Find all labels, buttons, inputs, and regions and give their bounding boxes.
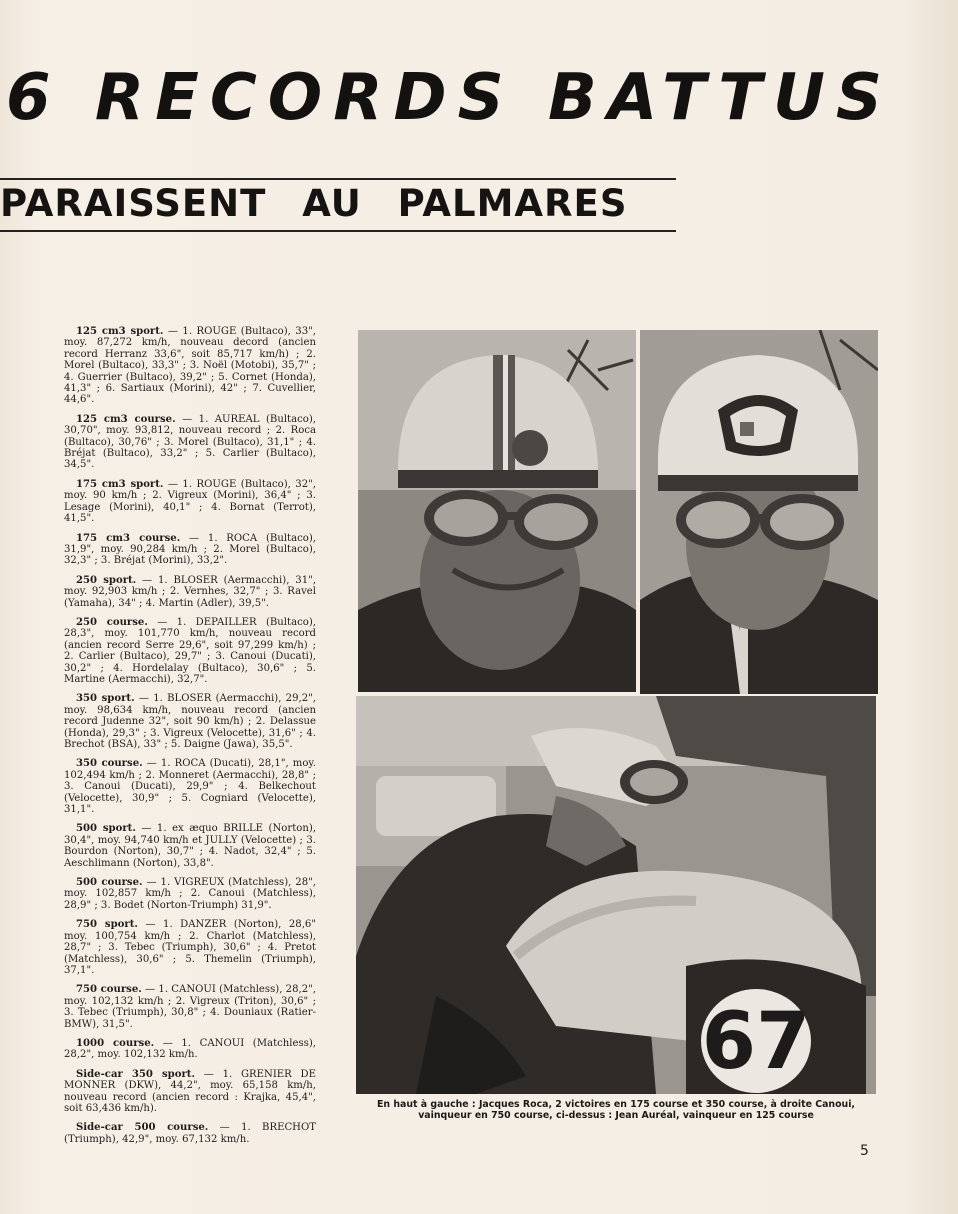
photo-bottom — [356, 696, 876, 1094]
result-class: Side-car 350 sport. — [76, 1068, 195, 1080]
result-text: — 1. DEPAILLER (Bultaco), 28,3", moy. 101,770 km/h, nouveau record (ancien record Serre 29,6", soit 97,299 km/h) ; 2. Carlier (Bultaco), 29,7" ; 3. Canoui (Ducati), 30,2" ; 4. Hordelalay (Bultaco), 30,6" ; 5. Martine (Aermacchi), 32,7". — [64, 616, 316, 685]
result-text: — 1. VIGREUX (Matchless), 28", moy. 102,857 km/h ; 2. Canoui (Matchless), 28,9" ; 3. Bodet (Norton-Triumph) 31,9". — [64, 877, 317, 911]
result-text: — 1. BRECHOT (Triumph), 42,9", moy. 67,132 km/h. — [64, 1122, 316, 1145]
result-class: 125 cm3 sport. — [76, 326, 164, 337]
result-entry — [64, 1122, 316, 1145]
result-text: — 1. CANOUI (Matchless), 28,2", moy. 102,132 km/h ; 2. Vigreux (Triton), 30,6" ; 3. Tebec (Triumph), 30,8" ; 4. Douniaux (Ratier-BMW), 31,5". — [64, 984, 316, 1030]
result-text: — 1. ROUGE (Bultaco), 32", moy. 90 km/h ; 2. Vigreux (Morini), 36,4" ; 3. Lesage (Morini), 40,1" ; 4. Bornat (Terrot), 41,5". — [64, 478, 316, 525]
result-text: — 1. ROCA (Ducati), 28,1", moy. 102,494 km/h ; 2. Monneret (Aermacchi), 28,8" ; 3. Canoui (Ducati), 29,9" ; 4. Belkechout (Velocette), 30,9" ; 5. Cogniard (Velocette), 31,1". — [64, 758, 316, 816]
result-entry — [64, 877, 316, 911]
result-class: Side-car 500 course. — [76, 1122, 209, 1134]
result-entry — [64, 984, 316, 1030]
result-text: — 1. DANZER (Norton), 28,6" moy. 100,754 km/h ; 2. Charlot (Matchless), 28,7" ; 3. Tebec (Triumph), 30,6" ; 4. Pretot (Matchless), 30,6" ; 5. Themelin (Triumph), 37,1". — [64, 919, 316, 976]
result-text: — 1. CANOUI (Matchless), 28,2", moy. 102,132 km/h. — [64, 1037, 316, 1061]
results-column — [64, 326, 316, 1153]
headline: 6 RECORDS BATTUS — [6, 61, 893, 135]
result-entry — [64, 919, 316, 976]
result-entry — [64, 533, 316, 567]
result-class: 750 course. — [76, 984, 142, 996]
photo-top-right — [640, 330, 878, 694]
result-class: 350 course. — [76, 758, 143, 770]
result-entry — [64, 414, 316, 471]
result-entry — [64, 1069, 316, 1115]
result-text: — 1. AUREAL (Bultaco), 30,70", moy. 93,812, nouveau record ; 2. Roca (Bultaco), 30,76" ; 3. Morel (Bultaco), 31,1" ; 4. Bréjat (Bultaco), 33,2" ; 5. Carlier (Bultaco), 34,5". — [64, 413, 316, 471]
result-entry — [64, 693, 316, 750]
rule-bottom — [0, 230, 676, 232]
result-class: 1000 course. — [76, 1037, 155, 1049]
result-text: — 1. GRENIER DE MONNER (DKW), 44,2", moy. 65,158 km/h, nouveau record (ancien record : Krajka, 45,4", soit 63,436 km/h). — [64, 1068, 316, 1114]
result-entry — [64, 326, 316, 406]
result-class: 125 cm3 course. — [76, 413, 176, 425]
result-class: 175 cm3 course. — [76, 532, 181, 544]
page-number: 5 — [860, 1143, 869, 1159]
result-entry — [64, 617, 316, 685]
result-text: — 1. BLOSER (Aermacchi), 31", moy. 92,903 km/h ; 2. Vernhes, 32,7" ; 3. Ravel (Yamaha), 34" ; 4. Martin (Adler), 39,5". — [64, 574, 316, 609]
result-class: 250 course. — [76, 616, 148, 628]
result-class: 500 sport. — [76, 823, 136, 835]
result-entry — [64, 575, 316, 609]
result-entry — [64, 1038, 316, 1061]
subhead: PARAISSENT AU PALMARES — [0, 182, 628, 225]
result-text: — 1. ROCA (Bultaco), 31,9", moy. 90,284 km/h ; 2. Morel (Bultaco), 32,3" ; 3. Bréjat (Morini), 33,2". — [64, 532, 317, 567]
result-class: 500 course. — [76, 877, 143, 889]
result-class: 750 sport. — [76, 919, 138, 931]
race-number: 67 — [701, 997, 811, 1087]
result-class: 250 sport. — [76, 574, 137, 586]
result-entry — [64, 758, 316, 815]
photo-caption: En haut à gauche : Jacques Roca, 2 victoires en 175 course et 350 course, à droite Canoui, vainqueur en 750 course, ci-dessus : Jean Auréal, vainqueur en 125 course — [377, 1099, 855, 1121]
photo-top-left — [358, 330, 636, 692]
result-entry — [64, 479, 316, 525]
result-class: 350 sport. — [76, 693, 135, 705]
result-class: 175 cm3 sport. — [76, 478, 164, 490]
rule-top — [0, 178, 676, 180]
result-entry — [64, 823, 316, 869]
result-text: — 1. BLOSER (Aermacchi), 29,2", moy. 98,634 km/h, nouveau record (ancien record Judenne 32", soit 90 km/h) ; 2. Delassue (Honda), 29,3" ; 3. Vigreux (Velocette), 31,6" ; 4. Brechot (BSA), 33" ; 5. Daigne (Jawa), 35,5". — [64, 693, 316, 750]
result-text: — 1. ROUGE (Bultaco), 33", moy. 87,272 km/h, nouveau decord (ancien record Herranz 33,6", soit 85,717 km/h) ; 2. Morel (Bultaco), 33,3" ; 3. Noël (Motobi), 35,7" ; 4. Guerrier (Bultaco), 39,2" ; 5. Cornet (Honda), 41,3" ; 6. Sartiaux (Morini), 42" ; 7. Cuvellier, 44,6". — [64, 326, 316, 406]
result-text: — 1. ex æquo BRILLE (Norton), 30,4", moy. 94,740 km/h et JULLY (Velocette) ; 3. Bourdon (Norton), 30,7" ; 4. Nadot, 32,4" ; 5. Aeschlimann (Norton), 33,8". — [64, 823, 316, 869]
